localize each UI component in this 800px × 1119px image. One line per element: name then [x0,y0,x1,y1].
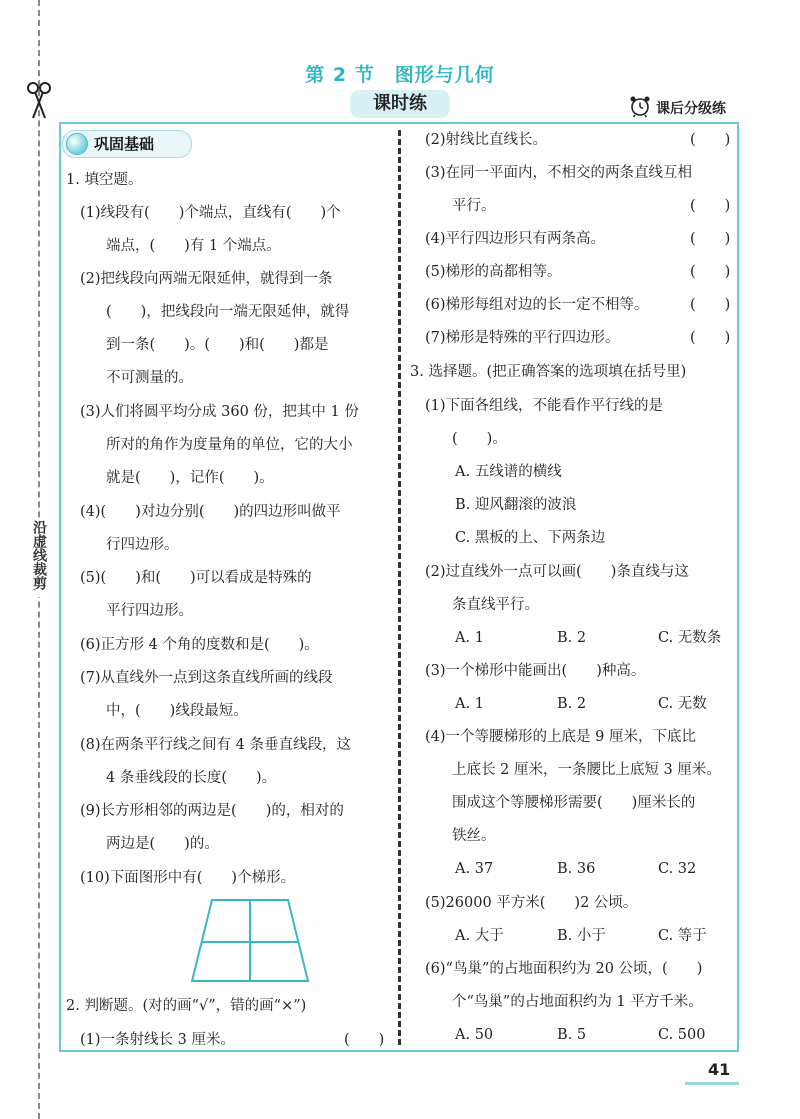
option-a: A. 50 [455,1027,494,1043]
page-number-underline [685,1082,739,1085]
question-line: (3)一个梯形中能画出( )种高。 [425,663,646,679]
option-c: C. 500 [658,1027,706,1043]
alarm-clock-icon [628,94,652,118]
question-heading-fill-blank: 1. 填空题。 [66,172,143,188]
option-c: C. 无数 [658,696,707,712]
option-a: A. 大于 [455,928,504,944]
question-line: (5)26000 平方米( )2 公顷。 [425,895,638,911]
badge-circle-icon [66,133,88,155]
answer-blank[interactable]: ( ) [690,330,731,346]
question-line: 4 条垂线段的长度( )。 [106,770,277,786]
trapezoid-figure [190,898,310,983]
question-line: 平行。 [452,198,496,214]
option-c: C. 32 [658,861,697,877]
section-number: 第 2 节 [305,64,375,86]
option-b: B. 2 [557,696,587,712]
question-line: (2)射线比直线长。 [425,132,548,148]
question-line: (10)下面图形中有( )个梯形。 [80,870,296,886]
question-line: (5)梯形的高都相等。 [425,264,562,280]
question-line: (2)把线段向两端无限延伸，就得到一条 [80,271,333,287]
question-line: 个“鸟巢”的占地面积约为 1 平方千米。 [452,994,703,1010]
option-line: B. 迎风翻滚的波浪 [455,497,577,513]
question-line: 行四边形。 [106,537,179,553]
question-line: (9)长方形相邻的两边是( )的，相对的 [80,803,344,819]
question-line: (1)一条射线长 3 厘米。 [80,1032,235,1048]
option-line: A. 五线谱的横线 [455,464,562,480]
answer-blank[interactable]: ( ) [690,231,731,247]
answer-blank[interactable]: ( ) [690,132,731,148]
question-line: 所对的角作为度量角的单位，它的大小 [106,437,353,453]
column-divider [398,130,401,1045]
level-label: 课后分级练 [656,101,726,117]
answer-blank[interactable]: ( ) [344,1032,385,1048]
section-name: 图形与几何 [394,64,495,86]
question-line: 就是( )，记作( )。 [106,470,274,486]
question-line: (5)( )和( )可以看成是特殊的 [80,570,312,586]
question-line: (7)梯形是特殊的平行四边形。 [425,330,620,346]
option-b: B. 36 [557,861,596,877]
question-heading-choice: 3. 选择题。(把正确答案的选项填在括号里) [410,364,687,380]
cut-instruction: 沿虚线裁剪 [28,520,50,597]
question-line: (1)下面各组线，不能看作平行线的是 [425,398,664,414]
question-line: 条直线平行。 [452,597,539,613]
question-line: (3)人们将圆平均分成 360 份，把其中 1 份 [80,404,359,420]
lesson-banner: 课时练 [350,90,450,118]
answer-blank[interactable]: ( ) [690,198,731,214]
question-line: 铁丝。 [452,828,496,844]
question-line: (2)过直线外一点可以画( )条直线与这 [425,564,689,580]
page-number: 41 [708,1060,731,1079]
question-line: 到一条( )。( )和( )都是 [106,337,329,353]
question-line: (7)从直线外一点到这条直线所画的线段 [80,670,333,686]
option-b: B. 小于 [557,928,606,944]
question-line: 中，( )线段最短。 [106,703,248,719]
question-line: ( )，把线段向一端无限延伸，就得 [106,304,350,320]
question-line: 平行四边形。 [106,603,193,619]
question-line: 上底长 2 厘米，一条腰比上底短 3 厘米。 [452,762,721,778]
question-line: (3)在同一平面内，不相交的两条直线互相 [425,165,693,181]
badge-label: 巩固基础 [94,135,155,153]
option-line: C. 黑板的上、下两条边 [455,530,606,546]
question-line: ( )。 [452,431,507,447]
question-heading-judge: 2. 判断题。(对的画“√”，错的画“×”) [66,998,307,1014]
option-a: A. 1 [455,630,484,646]
answer-blank[interactable]: ( ) [690,264,731,280]
section-title [0,60,800,87]
question-line: (1)线段有( )个端点，直线有( )个 [80,205,341,221]
question-line: 围成这个等腰梯形需要( )厘米长的 [452,795,696,811]
question-line: (6)正方形 4 个角的度数和是( )。 [80,637,319,653]
question-line: (4)( )对边分别( )的四边形叫做平 [80,504,341,520]
option-c: C. 等于 [658,928,707,944]
question-line: (4)平行四边形只有两条高。 [425,231,606,247]
question-line: 不可测量的。 [106,370,193,386]
question-line: (6)“鸟巢”的占地面积约为 20 公顷，( ) [425,961,703,977]
option-c: C. 无数条 [658,630,722,646]
answer-blank[interactable]: ( ) [690,297,731,313]
question-line: (4)一个等腰梯形的上底是 9 厘米，下底比 [425,729,696,745]
question-line: (6)梯形每组对边的长一定不相等。 [425,297,649,313]
question-line: 两边是( )的。 [106,836,219,852]
question-line: 端点，( )有 1 个端点。 [106,238,281,254]
option-b: B. 2 [557,630,587,646]
option-a: A. 1 [455,696,484,712]
option-b: B. 5 [557,1027,587,1043]
question-line: (8)在两条平行线之间有 4 条垂直线段，这 [80,737,351,753]
option-a: A. 37 [455,861,494,877]
